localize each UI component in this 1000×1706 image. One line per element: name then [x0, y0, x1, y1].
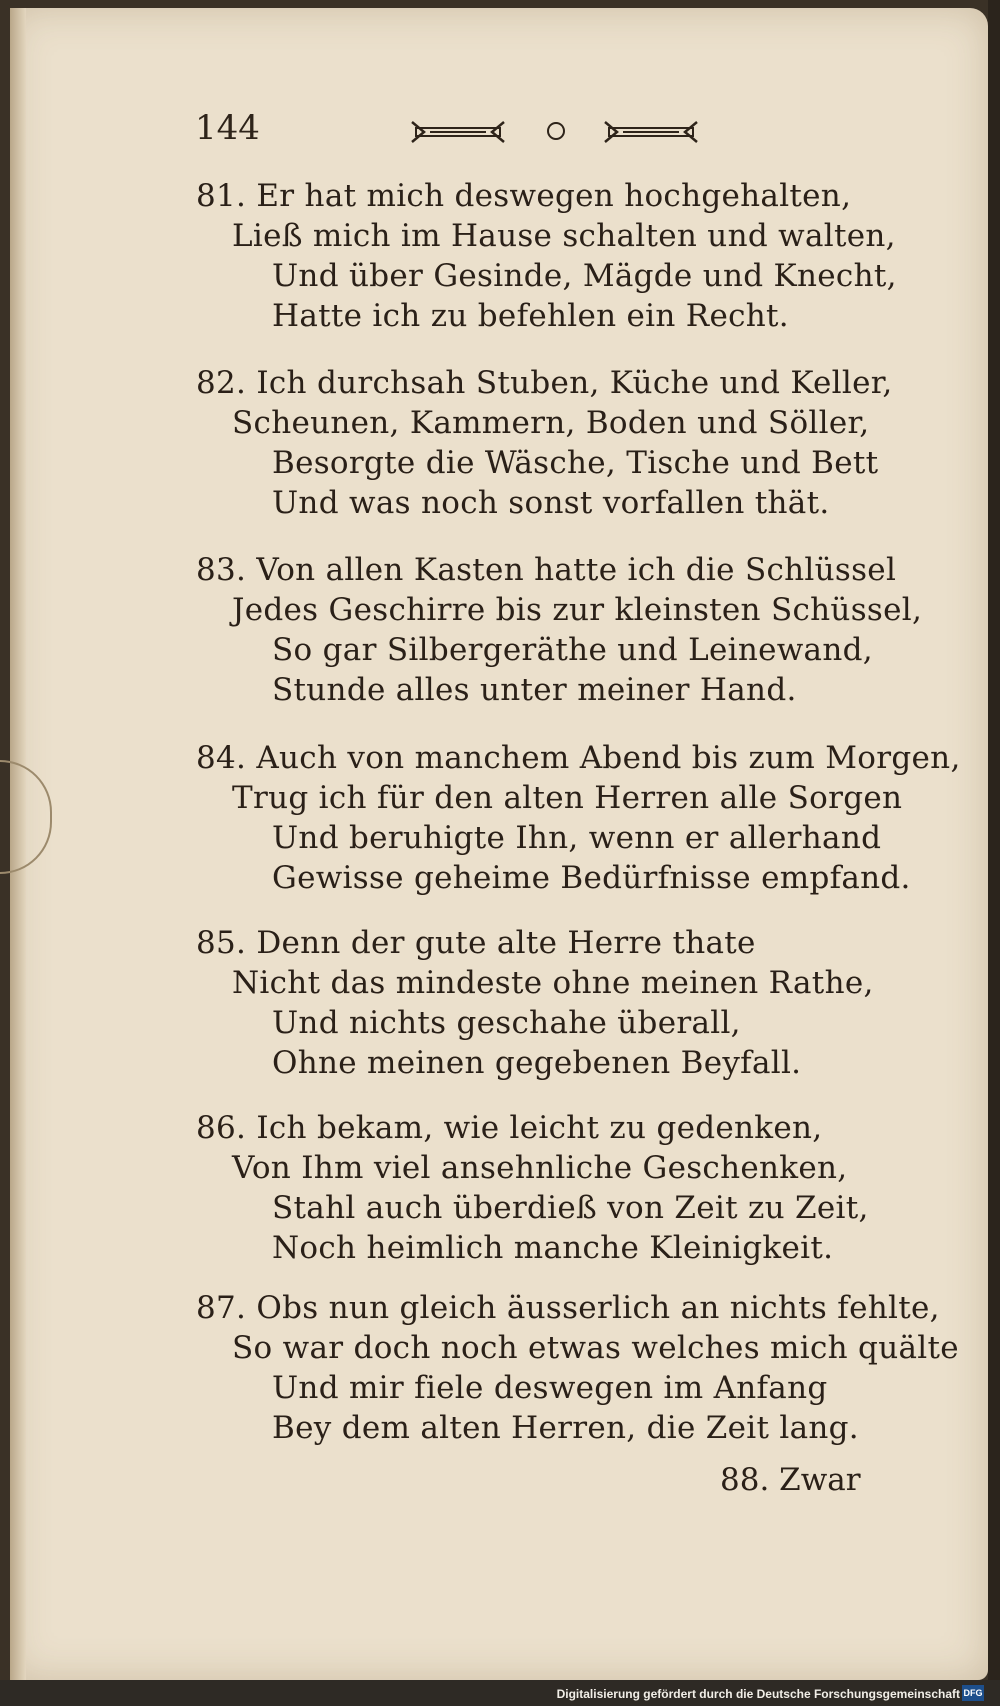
- ornament-right-icon: [603, 118, 699, 146]
- stanza-line: Besorgte die Wäsche, Tische und Bett: [272, 445, 879, 481]
- stanza-line: Gewisse geheime Bedürfnisse empfand.: [272, 860, 911, 896]
- stanza-line: Nicht das mindeste ohne meinen Rathe,: [232, 965, 874, 1001]
- stanza-line: Und nichts geschahe überall,: [272, 1005, 741, 1041]
- stanza-line: 84. Auch von manchem Abend bis zum Morgen,: [196, 740, 961, 776]
- stanza-line: Trug ich für den alten Herren alle Sorgen: [232, 780, 903, 816]
- stanza-line: Und beruhigte Ihn, wenn er allerhand: [272, 820, 882, 856]
- stanza-line: Jedes Geschirre bis zur kleinsten Schüssel,: [232, 592, 923, 628]
- stanza-line: Stunde alles unter meiner Hand.: [272, 672, 797, 708]
- stanza-line: Von Ihm viel ansehnliche Geschenken,: [232, 1150, 848, 1186]
- page-header: [195, 108, 715, 154]
- stanza-line: 81. Er hat mich deswegen hochgehalten,: [196, 178, 852, 214]
- stanza-line: 87. Obs nun gleich äusserlich an nichts fehlte,: [196, 1290, 940, 1326]
- stanza-line: Ließ mich im Hause schalten und walten,: [232, 218, 896, 254]
- ornament-left-icon: [410, 118, 506, 146]
- stanza-line: So gar Silbergeräthe und Leinewand,: [272, 632, 873, 668]
- dfg-logo: DFG: [962, 1685, 984, 1701]
- ornament-center-icon: [547, 122, 565, 140]
- book-edge: [988, 0, 1000, 1706]
- stanza-line: Und was noch sonst vorfallen thät.: [272, 485, 830, 521]
- page-number: 144: [195, 108, 260, 148]
- stanza-line: Noch heimlich manche Kleinigkeit.: [272, 1230, 834, 1266]
- stanza-line: 85. Denn der gute alte Herre thate: [196, 925, 756, 961]
- footer-credit: Digitalisierung gefördert durch die Deutsche Forschungsgemeinschaft: [556, 1687, 960, 1701]
- stanza-line: 82. Ich durchsah Stuben, Küche und Keller,: [196, 365, 893, 401]
- catchword: 88. Zwar: [720, 1462, 861, 1498]
- stanza-line: Hatte ich zu befehlen ein Recht.: [272, 298, 789, 334]
- stanza-line: So war doch noch etwas welches mich quälte: [232, 1330, 959, 1366]
- stanza-line: 83. Von allen Kasten hatte ich die Schlüssel: [196, 552, 897, 588]
- stanza-line: Und über Gesinde, Mägde und Knecht,: [272, 258, 897, 294]
- stanza-line: Und mir fiele deswegen im Anfang: [272, 1370, 828, 1406]
- stanza-line: Stahl auch überdieß von Zeit zu Zeit,: [272, 1190, 869, 1226]
- stanza-line: Scheunen, Kammern, Boden und Söller,: [232, 405, 870, 441]
- stanza-line: Ohne meinen gegebenen Beyfall.: [272, 1045, 802, 1081]
- stanza-line: Bey dem alten Herren, die Zeit lang.: [272, 1410, 859, 1446]
- stanza-line: 86. Ich bekam, wie leicht zu gedenken,: [196, 1110, 823, 1146]
